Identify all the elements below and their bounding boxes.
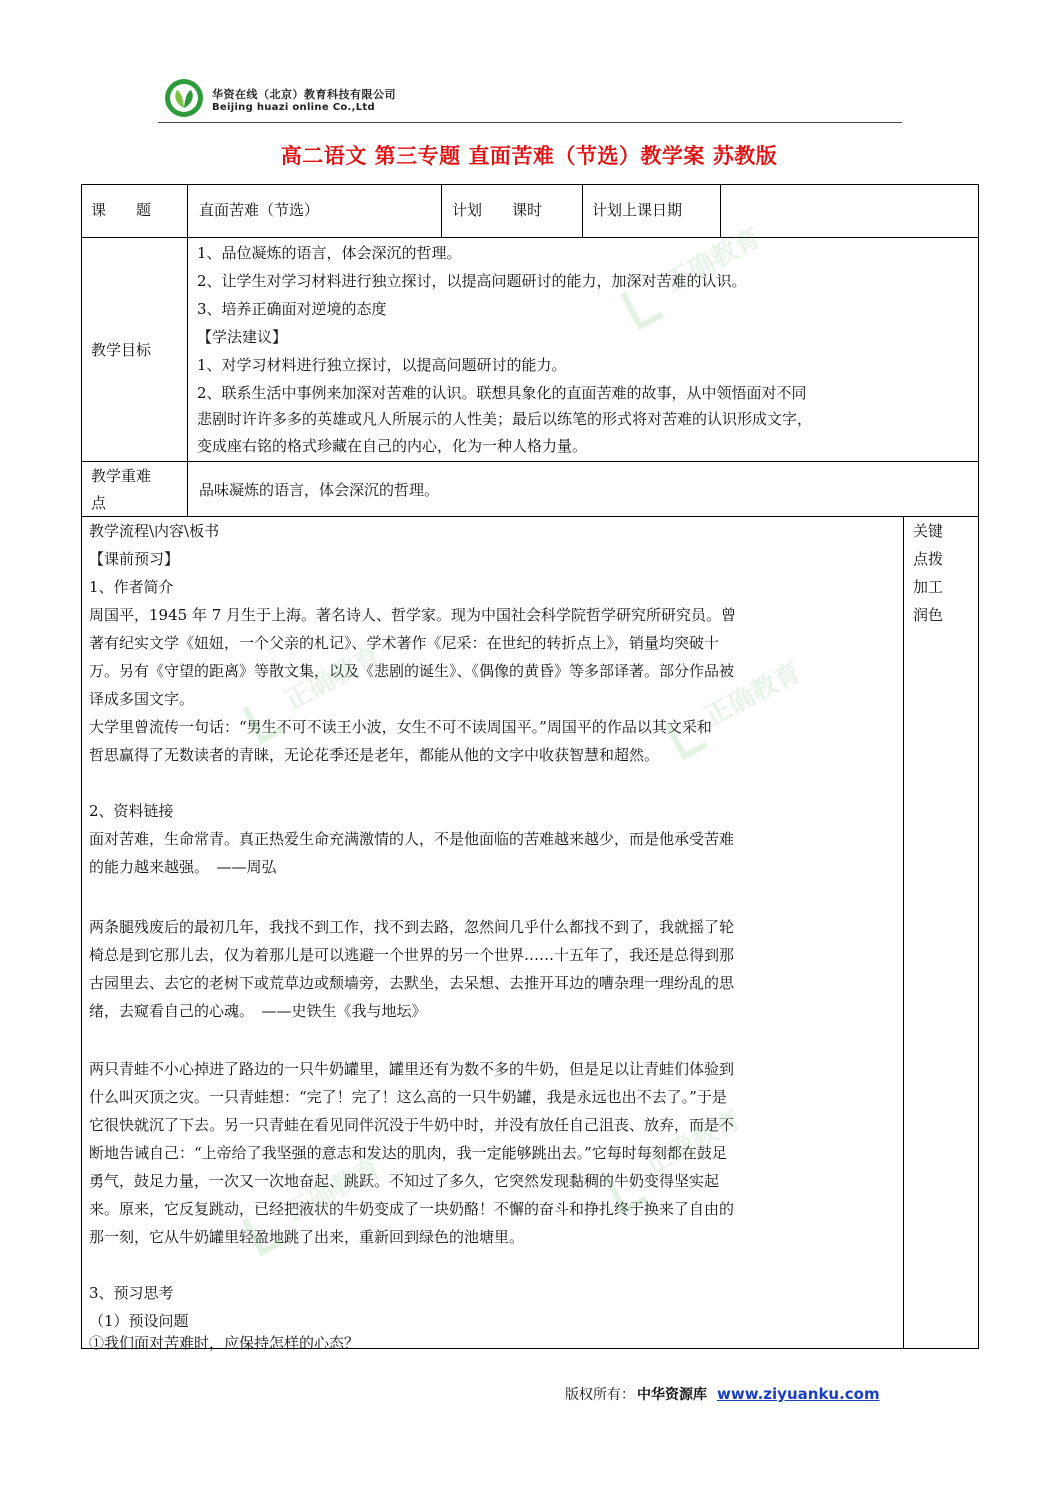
key-points-value: 品味凝炼的语言，体会深沉的哲理。 [199,481,440,499]
watermark: 正确教育 [700,657,807,733]
process-line: 两条腿残废后的最初几年，我找不到工作，找不到去路，忽然间几乎什么都找不到了，我就摇了轮 [89,918,735,936]
table-border [582,184,583,238]
key-points-label: 教学重难 [91,467,152,485]
process-line: 1、作者简介 [89,578,174,596]
process-line: 3、预习思考 [89,1284,174,1302]
side-note-line: 点拨 [913,550,944,568]
objective-line: 1、品位凝炼的语言，体会深沉的哲理。 [197,244,462,262]
side-note-line: 润色 [913,606,944,624]
header-divider [158,122,902,123]
process-line: ①我们面对苦难时，应保持怎样的心态？ [89,1334,360,1352]
table-border [441,184,442,238]
process-line: 大学里曾流传一句话：“男生不可不读王小波，女生不可不读周国平。”周国平的作品以其文采和 [89,718,712,736]
watermark: 正确教育 [660,223,767,299]
process-line: 勇气，鼓足力量，一次又一次地奋起、跳跃。不知过了多久，它突然发现黏稠的牛奶变得坚实起 [89,1172,720,1190]
watermark: 正确教育 [280,1153,387,1229]
process-line: 的能力越来越强。 ——周弘 [89,858,277,876]
topic-value: 直面苦难（节选） [199,201,320,219]
objective-line: 变成座右铭的格式珍藏在自己的内心，化为一种人格力量。 [197,437,588,455]
objectives-label: 教学目标 [91,341,152,359]
company-name-cn: 华资在线（北京）教育科技有限公司 [212,88,396,101]
table-border [81,461,979,462]
table-border [978,184,979,1349]
copyright-footer [565,1384,880,1404]
process-line: 面对苦难，生命常青。真正热爱生命充满激情的人，不是他面临的苦难越来越少，而是他承受苦难 [89,830,735,848]
process-line: 著有纪实文学《妞妞，一个父亲的札记》、学术著作《尼采：在世纪的转折点上》，销量均突破十 [89,634,720,652]
library-name: 中华资源库 [637,1387,707,1403]
process-line: 译成多国文字。 [89,690,195,708]
key-points-label-cont: 点 [91,494,107,512]
objective-line: 悲剧时许许多多的英雄或凡人所展示的人性美；最后以练笔的形式将对苦难的认识形成文字， [197,410,813,428]
objective-line: 3、培养正确面对逆境的态度 [197,300,387,318]
process-line: （1）预设问题 [89,1312,189,1330]
library-link[interactable]: www.ziyuanku.com [717,1385,880,1403]
objective-line: 1、对学习材料进行独立探讨，以提高问题研讨的能力。 [197,356,567,374]
process-line: 椅总是到它那儿去，仅为着那儿是可以逃避一个世界的另一个世界……十五年了，我还是总得到那 [89,946,735,964]
objective-line: 2、让学生对学习材料进行独立探讨，以提高问题研讨的能力，加深对苦难的认识。 [197,272,747,290]
topic-label: 课 题 [91,201,152,219]
process-line: 古园里去、去它的老树下或荒草边或颓墙旁，去默坐，去呆想、去推开耳边的嘈杂理一理纷乱的思 [89,974,735,992]
planned-date-label: 计划上课日期 [592,201,683,219]
table-border [81,184,979,185]
table-border [81,237,979,238]
process-line: 两只青蛙不小心掉进了路边的一只牛奶罐里，罐里还有为数不多的牛奶，但是足以让青蛙们体验到 [89,1060,735,1078]
table-border [903,516,904,1349]
watermark: 正确教育 [640,1105,747,1181]
document-title: 高二语文 第三专题 直面苦难（节选）教学案 苏教版 [280,143,778,168]
table-border [81,184,82,1349]
process-line: 什么叫灭顶之灾。一只青蛙想：“完了！完了！这么高的一只牛奶罐，我是永远也出不去了。”于是 [89,1088,727,1106]
objective-line: 2、联系生活中事例来加深对苦难的认识。联想具象化的直面苦难的故事，从中领悟面对不同 [197,384,807,402]
process-line: 周国平，1945 年 7 月生于上海。著名诗人、哲学家。现为中国社会科学院哲学研究所研究员。曾 [89,606,737,624]
process-line: 2、资料链接 [89,802,174,820]
copyright-label: 版权所有： [565,1387,635,1403]
objective-line: 【学法建议】 [197,328,288,346]
company-name-en: Beijing huazi online Co.,Ltd [212,102,375,113]
planned-hours-label: 计划 课时 [452,201,543,219]
process-line: 哲思赢得了无数读者的青睐，无论花季还是老年，都能从他的文字中收获智慧和超然。 [89,746,660,764]
process-line: 教学流程\内容\板书 [89,522,220,540]
table-border [720,184,721,238]
process-line: 断地告诫自己：“上帝给了我坚强的意志和发达的肌肉，我一定能够跳出去。”它每时每刻都在鼓足 [89,1144,727,1162]
process-line: 那一刻，它从牛奶罐里轻盈地跳了出来，重新回到绿色的池塘里。 [89,1228,525,1246]
side-note-line: 加工 [913,578,944,596]
process-line: 它很快就沉了下去。另一只青蛙在看见同伴沉没于牛奶中时，并没有放任自己沮丧、放弃，而是不 [89,1116,735,1134]
side-note-line: 关键 [913,522,944,540]
company-logo-icon [164,78,204,118]
process-line: 来。原来，它反复跳动，已经把液状的牛奶变成了一块奶酪！不懈的奋斗和挣扎终于换来了自由的 [89,1200,735,1218]
process-line: 绪，去窥看自己的心魂。 ——史铁生《我与地坛》 [89,1002,427,1020]
watermark: 正确教育 [280,641,387,717]
table-border [187,184,188,517]
process-line: 【课前预习】 [89,550,180,568]
company-header [160,72,902,124]
process-line: 万。另有《守望的距离》等散文集，以及《悲剧的诞生》、《偶像的黄昏》等多部译著。部分作品被 [89,662,735,680]
